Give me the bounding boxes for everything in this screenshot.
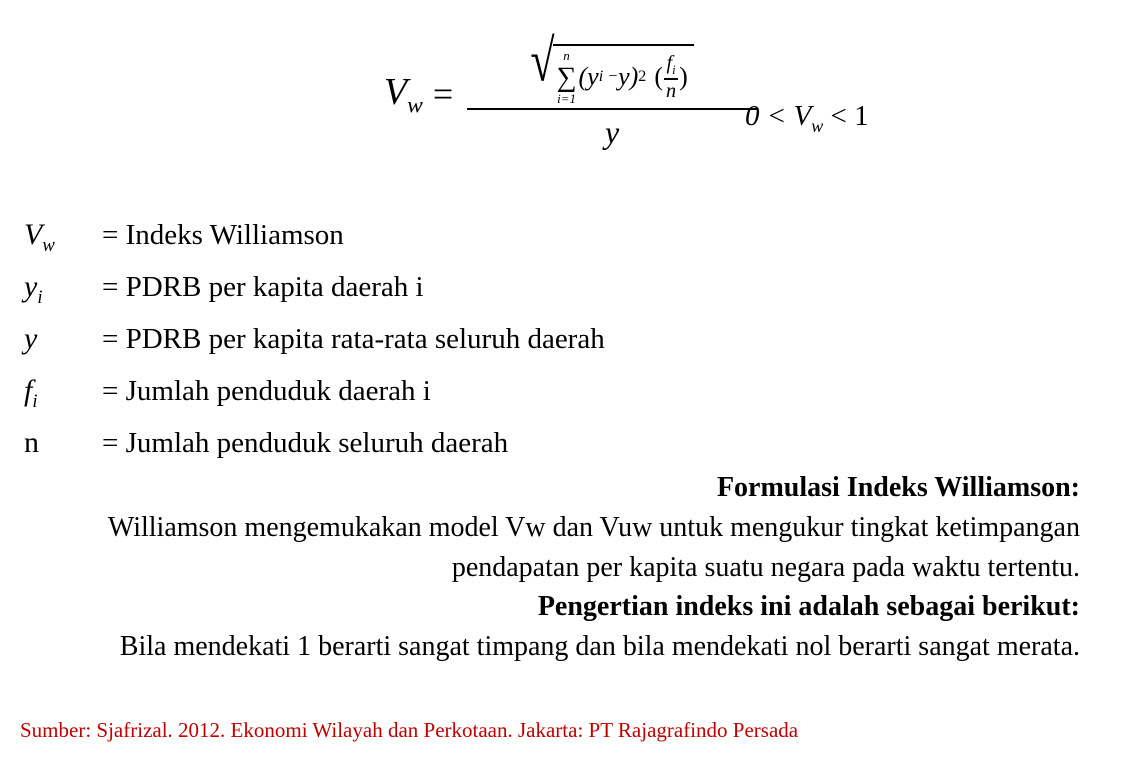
legend-definition: = Jumlah penduduk seluruh daerah: [102, 427, 509, 459]
legend-symbol-sub: i: [37, 287, 43, 308]
sum-upper-limit: n: [563, 48, 570, 63]
formula-lhs-subscript: w: [407, 92, 423, 119]
legend-item: [24, 374, 924, 413]
fi-numerator: f: [666, 52, 673, 75]
legend-symbol: $f_i$: [24, 374, 38, 412]
formula-denominator: y: [605, 113, 620, 150]
legend-symbol: $V_w$: [24, 218, 55, 256]
radicand-term-sub: i −: [598, 68, 619, 86]
legend-symbol-sub: i: [32, 391, 38, 412]
summation-limits: [557, 49, 577, 106]
formula-numerator: [524, 27, 699, 108]
legend-symbol: n: [24, 426, 39, 459]
inner-paren-open: (: [654, 62, 664, 92]
legend-symbol-sub: w: [42, 235, 55, 256]
heading-pengertian: Pengertian indeks ini adalah sebagai berikut:: [537, 591, 1080, 623]
sigma-icon: ∑: [556, 61, 577, 93]
fi-denominator: n: [666, 79, 677, 102]
range-subscript: w: [811, 115, 824, 136]
formula-equals-sign: =: [432, 74, 454, 115]
legend-definition: = PDRB per kapita rata-rata seluruh daerah: [102, 323, 605, 355]
inner-paren-close: ): [679, 62, 688, 92]
source-citation: Sumber: Sjafrizal. 2012. Ekonomi Wilayah dan Perkotaan. Jakarta: PT Rajagrafindo Persada: [20, 718, 799, 742]
radicand: [553, 44, 694, 106]
radicand-term-y: y): [618, 62, 639, 92]
legend-item: [24, 270, 924, 309]
legend-definition: = Jumlah penduduk daerah i: [102, 375, 431, 407]
explanation-block: [60, 468, 1080, 667]
fi-over-n-fraction: [664, 52, 678, 103]
legend-definition: = PDRB per kapita daerah i: [102, 271, 424, 303]
legend-item: [24, 426, 924, 465]
radicand-term-open: (y: [578, 62, 599, 92]
legend-item: [24, 322, 924, 361]
range-tail: < 1: [823, 100, 869, 132]
formula-range: [745, 100, 869, 137]
legend-symbol: $y_i$: [24, 270, 43, 308]
sum-lower-limit: i=1: [557, 91, 576, 107]
formula-fraction: [467, 27, 757, 151]
paragraph-pengertian: Bila mendekati 1 berarti sangat timpang dan bila mendekati nol berarti sangat merata.: [119, 631, 1080, 662]
range-lead: 0 < V: [745, 100, 812, 132]
fi-numerator-sub: i: [672, 63, 676, 78]
formula-lhs: $V_w$: [383, 70, 423, 119]
legend-definition: = Indeks Williamson: [102, 219, 344, 251]
paragraph-formulasi: Williamson mengemukakan model Vw dan Vuw untuk mengukur tingkat ketimpangan pendapatan per kapita suatu negara pada waktu tertentu.: [107, 511, 1080, 583]
heading-formulasi: Formulasi Indeks Williamson:: [716, 472, 1080, 503]
legend-item: [24, 218, 924, 257]
williamson-formula: [383, 27, 757, 151]
square-root-icon: √ n ∑ i=1 (y i − y) 2 ( $f_i$ n ): [530, 38, 693, 106]
legend-symbol: y: [24, 322, 38, 355]
formula-block: [0, 27, 1141, 151]
symbol-legend: [24, 218, 924, 478]
radicand-exponent: 2: [638, 68, 647, 86]
